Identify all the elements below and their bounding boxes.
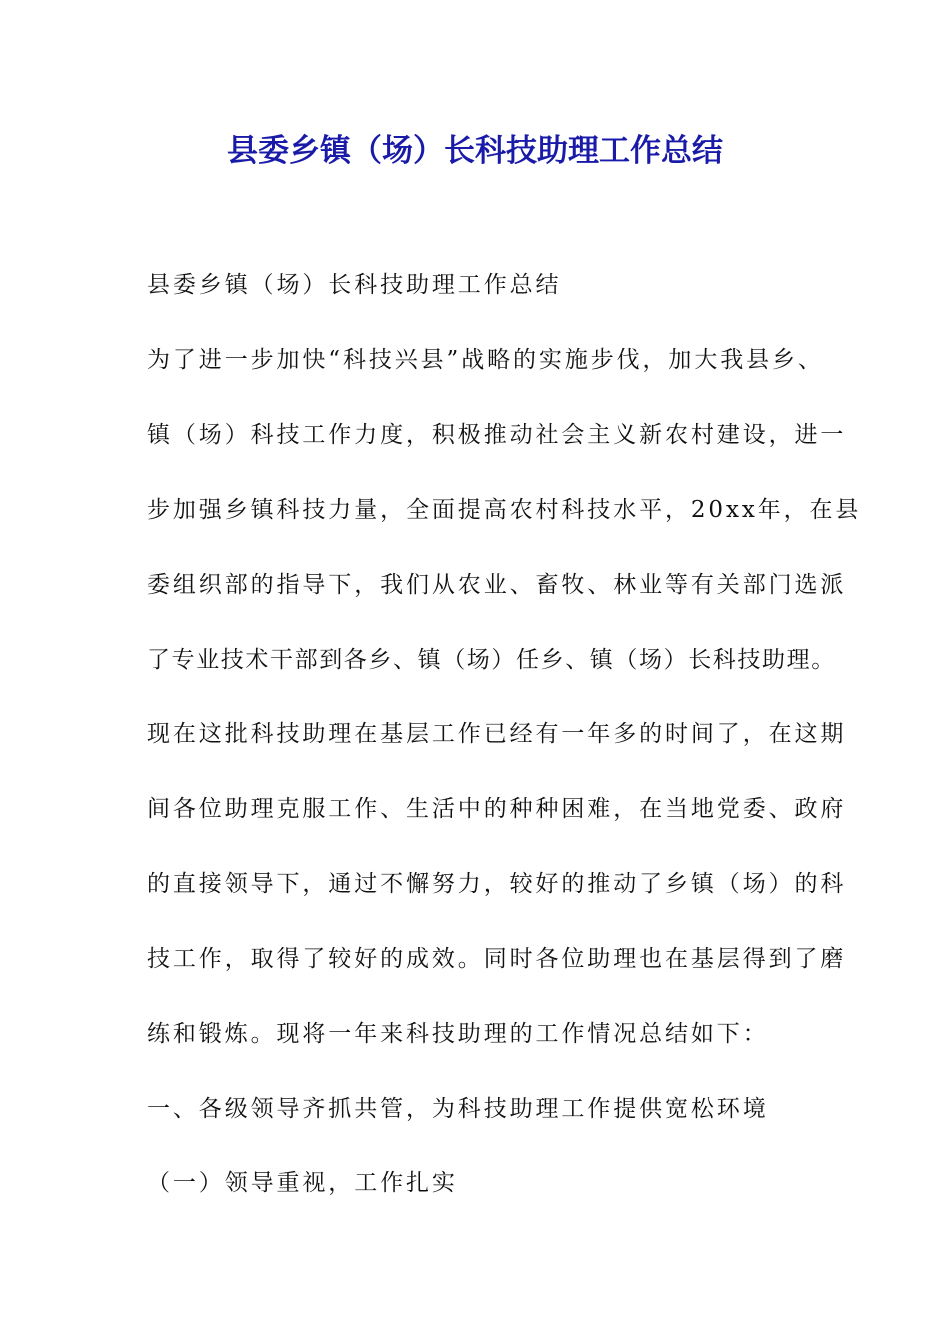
body-line-8: 的直接领导下，通过不懈努力，较好的推动了乡镇（场）的科 <box>147 871 847 897</box>
body-line-7: 间各位助理克服工作、生活中的种种困难，在当地党委、政府 <box>147 796 847 822</box>
body-line-2: 镇（场）科技工作力度，积极推动社会主义新农村建设，进一 <box>147 422 847 448</box>
body-line-9: 技工作，取得了较好的成效。同时各位助理也在基层得到了磨 <box>147 946 847 972</box>
body-line-4: 委组织部的指导下，我们从农业、畜牧、林业等有关部门选派 <box>147 572 847 598</box>
body-line-3: 步加强乡镇科技力量，全面提高农村科技水平，20xx年，在县 <box>147 497 862 523</box>
body-line-6: 现在这批科技助理在基层工作已经有一年多的时间了，在这期 <box>147 721 847 747</box>
section-heading-1: 一、各级领导齐抓共管，为科技助理工作提供宽松环境 <box>147 1096 769 1122</box>
body-line-10: 练和锻炼。现将一年来科技助理的工作情况总结如下： <box>147 1021 769 1047</box>
body-line-1: 为了进一步加快“科技兴县”战略的实施步伐，加大我县乡、 <box>147 347 824 373</box>
body-line-5: 了专业技术干部到各乡、镇（场）任乡、镇（场）长科技助理。 <box>147 647 836 673</box>
document-title: 县委乡镇（场）长科技助理工作总结 <box>227 133 723 169</box>
subtitle-line: 县委乡镇（场）长科技助理工作总结 <box>147 272 562 298</box>
subsection-heading-1: （一）领导重视，工作扎实 <box>147 1170 458 1196</box>
